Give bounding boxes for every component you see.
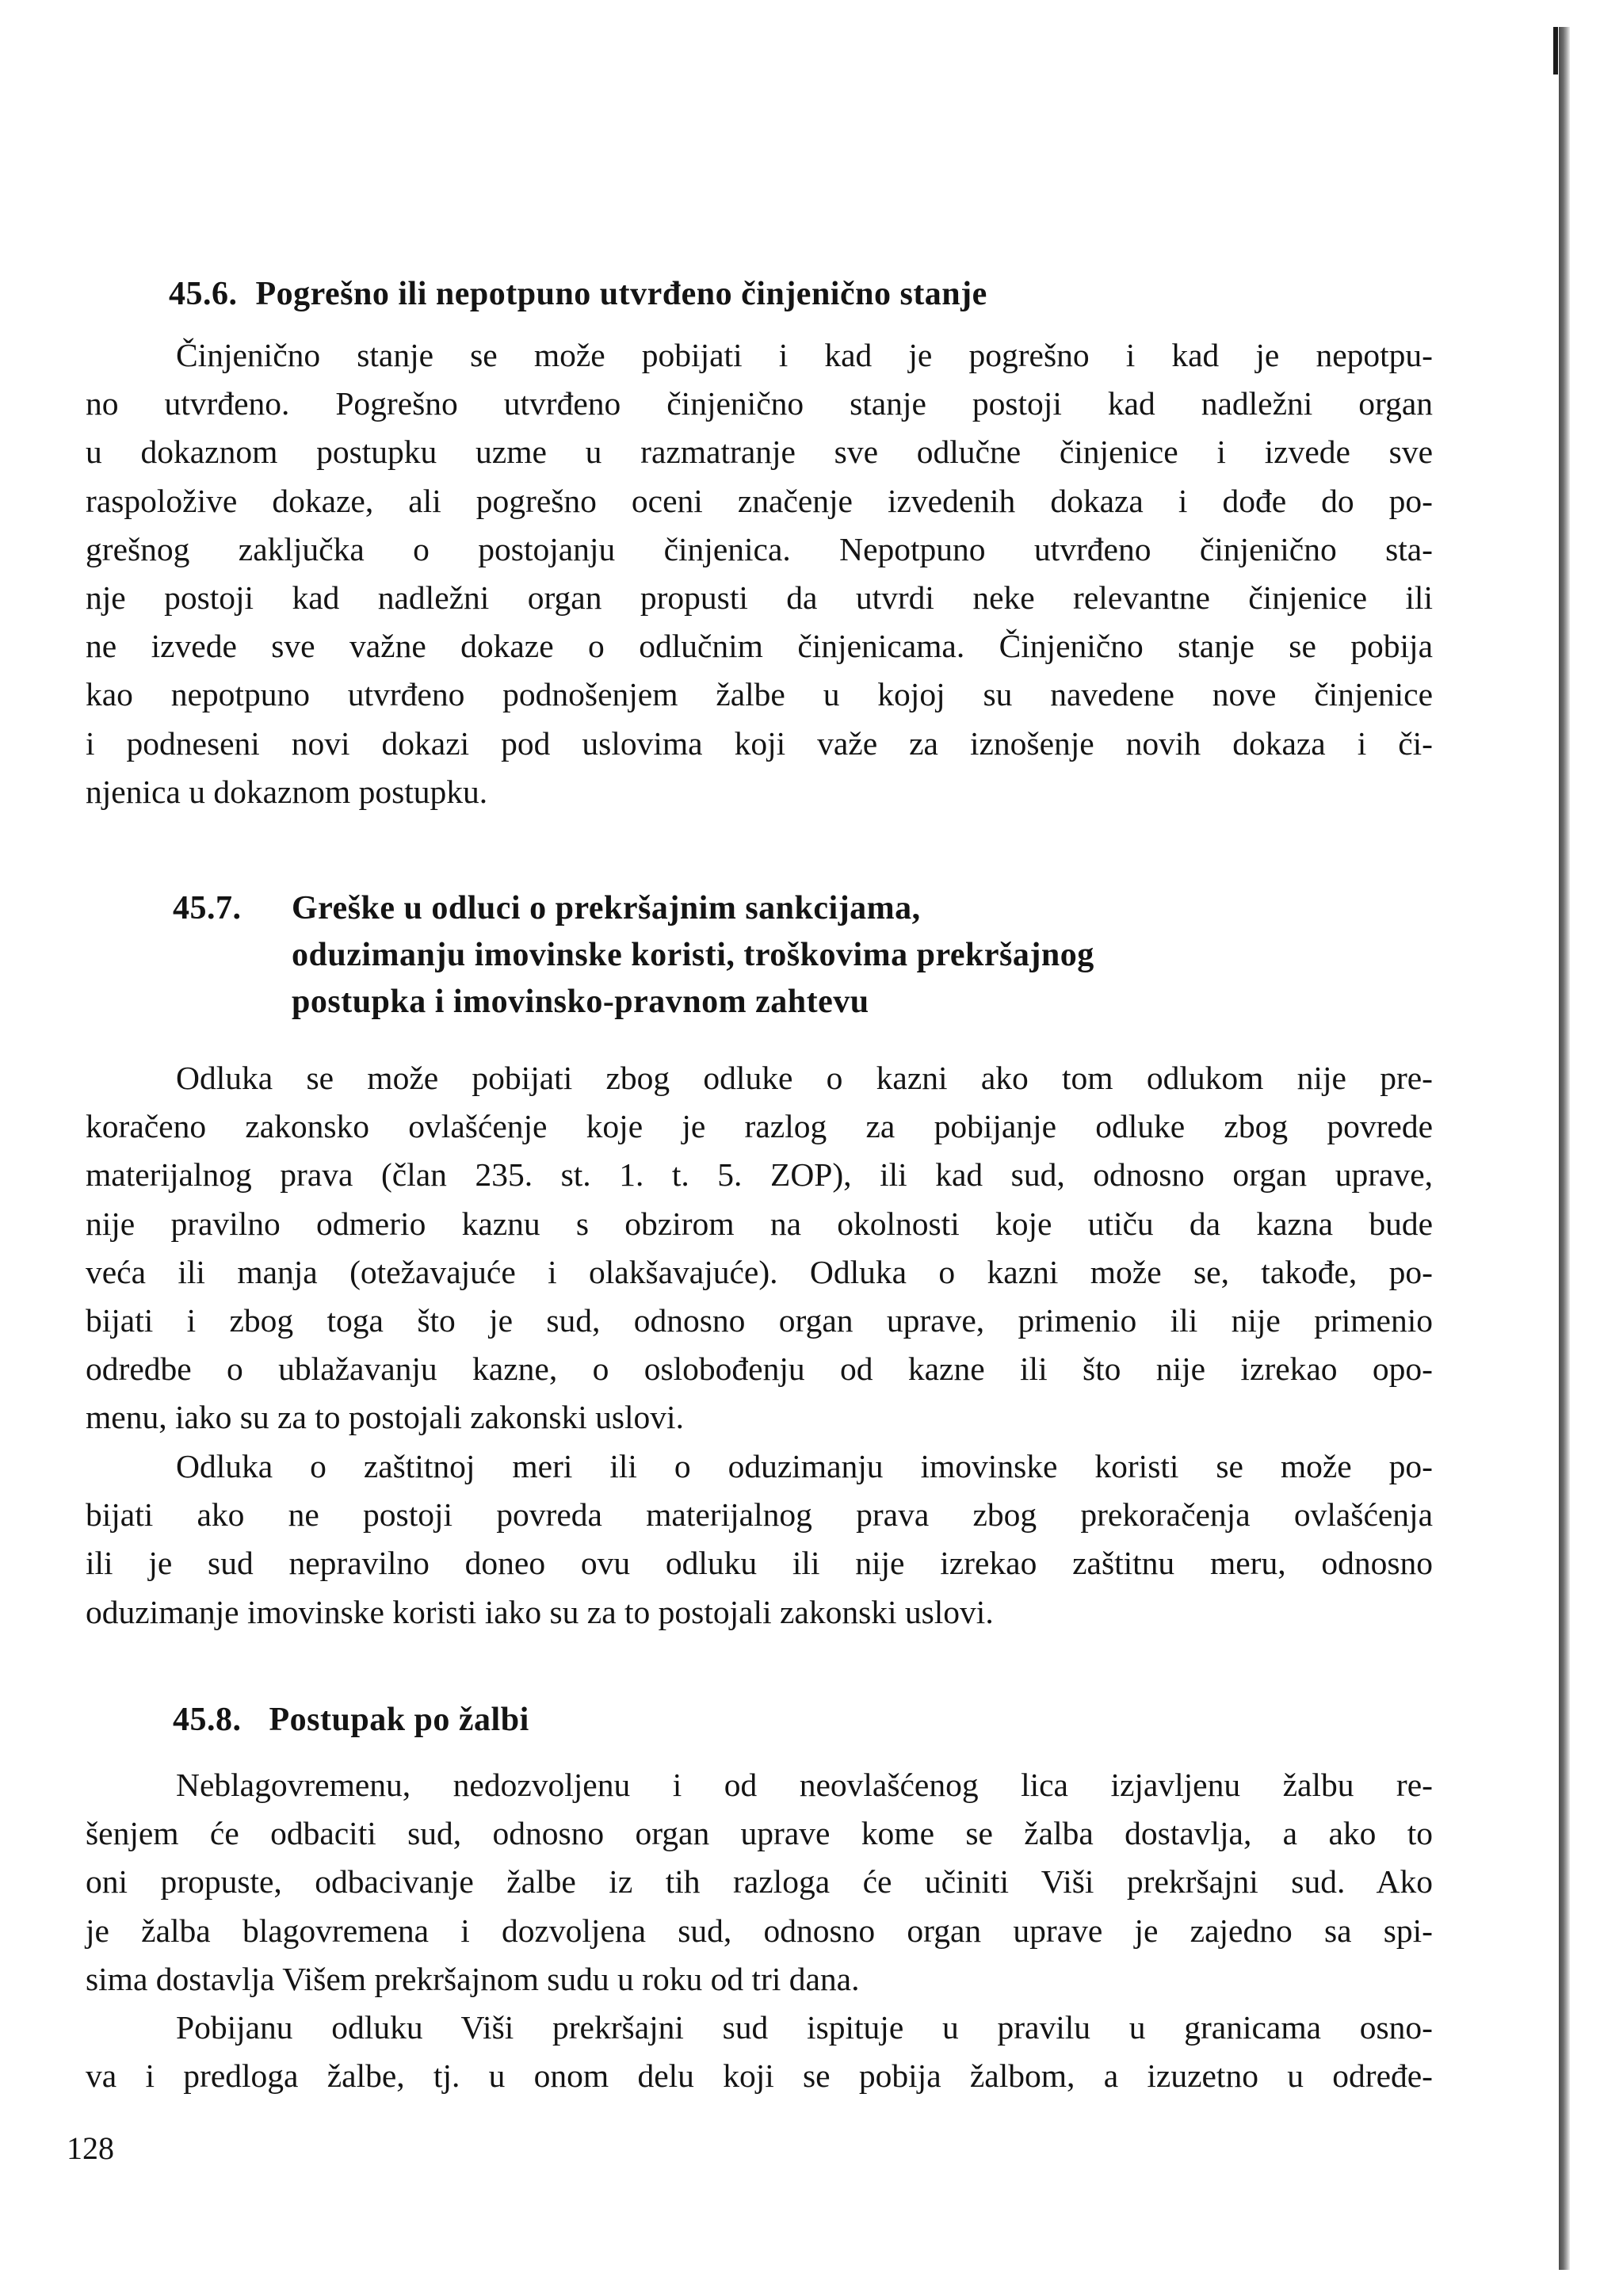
text-line: va i predloga žalbe, tj. u onom delu koji se pobija žalbom, a izuzetno u određe-: [86, 2057, 1433, 2095]
section-45-6-body: [86, 331, 1433, 816]
text-line: Činjenično stanje se može pobijati i kad je pogrešno i kad je nepotpu-: [176, 337, 1433, 373]
text-line: njenica u dokaznom postupku.: [86, 773, 488, 810]
text-line: u dokaznom postupku uzme u razmatranje sve odlučne činjenice i izvede sve: [86, 434, 1433, 471]
text-line: Odluka o zaštitnoj meri ili o oduzimanju imovinske koristi se može po-: [176, 1448, 1433, 1484]
section-45-7-paragraph-2: [86, 1442, 1433, 1637]
text-line: odredbe o ublažavanju kazne, o oslobođenju od kazne ili što nije izrekao opo-: [86, 1350, 1433, 1388]
section-title-line: Greške u odluci o prekršajnim sankcijama,: [292, 890, 921, 926]
section-number: 45.6.: [169, 276, 238, 312]
text-line: koračeno zakonsko ovlašćenje koje je razlog za pobijanje odluke zbog povrede: [86, 1108, 1433, 1145]
scan-edge-mark: [1553, 27, 1558, 74]
section-title-line: postupka i imovinsko-pravnom zahtevu: [292, 984, 869, 1020]
section-45-7-paragraph-1: [86, 1054, 1433, 1442]
text-line: je žalba blagovremena i dozvoljena sud, odnosno organ uprave je zajedno sa spi-: [86, 1912, 1433, 1949]
scan-edge-shadow: [1559, 27, 1570, 2270]
page-number: 128: [67, 2130, 114, 2166]
text-line: ne izvede sve važne dokaze o odlučnim činjenicama. Činjenično stanje se pobija: [86, 628, 1433, 665]
text-line: oni propuste, odbacivanje žalbe iz tih razloga će učiniti Viši prekršajni sud. Ako: [86, 1863, 1433, 1901]
text-line: kao nepotpuno utvrđeno podnošenjem žalbe u kojoj su navedene nove činjenice: [86, 676, 1433, 713]
text-line: nije pravilno odmerio kaznu s obzirom na okolnosti koje utiču da kazna bude: [86, 1205, 1433, 1242]
section-number: 45.7.: [173, 890, 242, 926]
text-line: bijati ako ne postoji povreda materijalnog prava zbog prekoračenja ovlašćenja: [86, 1496, 1433, 1534]
text-line: raspoložive dokaze, ali pogrešno oceni značenje izvedenih dokaza i dođe do po-: [86, 482, 1433, 519]
text-line: materijalnog prava (član 235. st. 1. t. 5. ZOP), ili kad sud, odnosno organ uprave,: [86, 1156, 1433, 1194]
text-line: i podneseni novi dokazi pod uslovima koji važe za iznošenje novih dokaza i či-: [86, 724, 1433, 762]
section-title: Postupak po žalbi: [269, 1702, 529, 1738]
text-line: bijati i zbog toga što je sud, odnosno organ uprave, primenio ili nije primenio: [86, 1302, 1433, 1339]
text-line: veća ili manja (otežavajuće i olakšavajuće). Odluka o kazni može se, takođe, po-: [86, 1253, 1433, 1290]
text-line: oduzimanje imovinske koristi iako su za to postojali zakonski uslovi.: [86, 1593, 994, 1630]
section-number: 45.8.: [173, 1702, 242, 1738]
section-heading-45-8: [173, 1697, 1361, 1744]
text-line: grešnog zaključka o postojanju činjenica. Nepotpuno utvrđeno činjenično sta-: [86, 530, 1433, 567]
text-line: no utvrđeno. Pogrešno utvrđeno činjenično stanje postoji kad nadležni organ: [86, 385, 1433, 422]
section-45-8-paragraph-1: [86, 1761, 1433, 2004]
text-line: menu, iako su za to postojali zakonski uslovi.: [86, 1399, 684, 1436]
text-line: ili je sud nepravilno doneo ovu odluku ili nije izrekao zaštitnu meru, odnosno: [86, 1545, 1433, 1582]
section-45-8-paragraph-2: [86, 2004, 1433, 2100]
text-line: sima dostavlja Višem prekršajnom sudu u roku od tri dana.: [86, 1960, 860, 1997]
text-line: nje postoji kad nadležni organ propusti da utvrdi neke relevantne činjenice ili: [86, 579, 1433, 617]
text-line: Pobijanu odluku Viši prekršajni sud ispituje u pravilu u granicama osno-: [176, 2009, 1433, 2046]
section-title: Pogrešno ili nepotpuno utvrđeno činjenično stanje: [255, 276, 987, 312]
section-heading-45-6: [169, 271, 1358, 318]
text-line: šenjem će odbaciti sud, odnosno organ uprave kome se žalba dostavlja, a ako to: [86, 1815, 1433, 1852]
text-line: Odluka se može pobijati zbog odluke o kazni ako tom odlukom nije pre-: [176, 1060, 1433, 1096]
section-heading-45-7: [173, 885, 1361, 1026]
text-line: Neblagovremenu, nedozvoljenu i od neovlašćenog lica izjavljenu žalbu re-: [176, 1767, 1433, 1803]
section-title-line: oduzimanju imovinske koristi, troškovima prekršajnog: [292, 937, 1094, 973]
